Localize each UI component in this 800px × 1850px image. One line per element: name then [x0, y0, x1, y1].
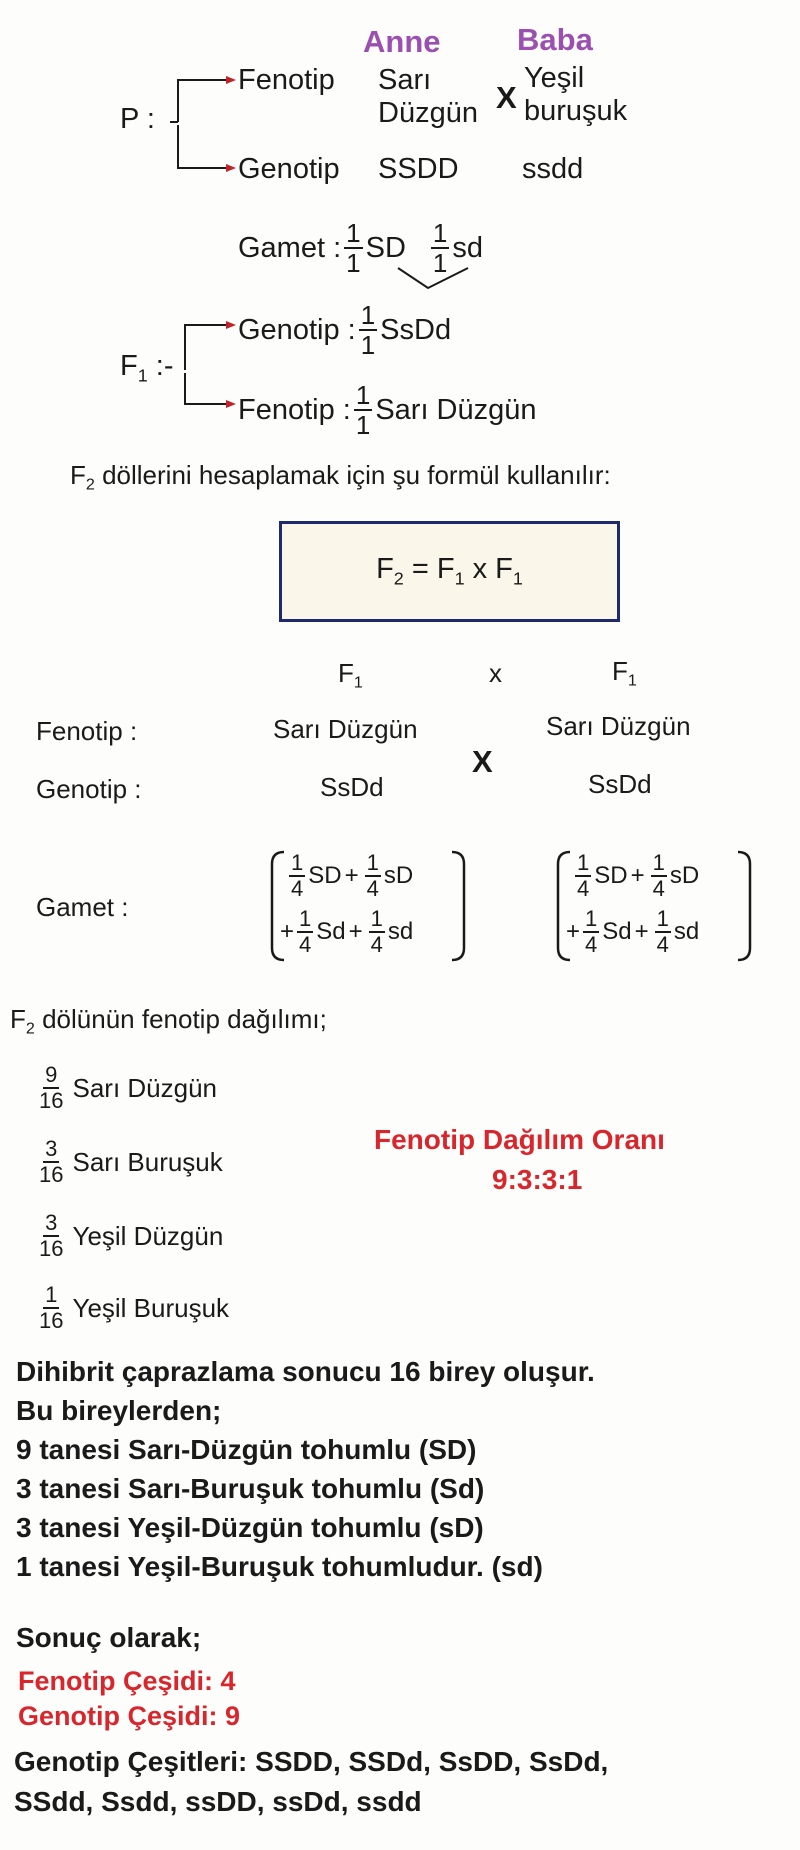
- cross-right-header: $F_1$: [612, 656, 637, 690]
- gamet-fraction-1: $\frac{1}{1}$: [346, 218, 361, 278]
- cross-right-fenotip: Sarı Düzgün: [546, 711, 691, 741]
- right-gamet-row-2: + $\frac{1}{4}$ Sd + $\frac{1}{4}$ sd: [566, 906, 700, 957]
- f1-label: $F_1$ :-: [120, 350, 174, 386]
- genotip-count: Genotip Çeşidi: 9: [18, 1701, 241, 1731]
- f2-dist-heading: $F_2$ dölünün fenotip dağılımı;: [10, 1004, 327, 1038]
- p-label: P :: [120, 103, 155, 135]
- gamet-label: Gamet :: [238, 231, 342, 264]
- summary-line-3: 9 tanesi Sarı-Düzgün tohumlu (SD): [16, 1434, 477, 1465]
- mother-phenotype-color: Sarı: [378, 64, 432, 96]
- ratio-title: Fenotip Dağılım Oranı: [374, 1124, 665, 1155]
- cross-fenotip-label: Fenotip :: [36, 716, 138, 746]
- p-genotip-label: Genotip: [238, 153, 340, 185]
- cross-big-x: X: [472, 744, 493, 779]
- summary-line-1: Dihibrit çaprazlama sonucu 16 birey oluşur.: [16, 1356, 595, 1387]
- p-fenotip-label: Fenotip: [238, 64, 335, 96]
- left-gamet-row-1: $\frac{1}{4}$ SD + $\frac{1}{4}$ sD: [291, 850, 414, 901]
- left-gamet-block: [270, 848, 466, 964]
- summary-line-6: 1 tanesi Yeşil-Buruşuk tohumludur. (sd): [16, 1551, 543, 1582]
- cross-left-genotip: SsDd: [320, 772, 384, 802]
- fenotip-count: Fenotip Çeşidi: 4: [18, 1666, 236, 1696]
- f2-item-sari-duzgun: $\frac{9}{16}$ Sarı Düzgün: [39, 1062, 218, 1113]
- f1-genotip-fraction: $\frac{1}{1}$: [360, 300, 376, 360]
- cross-genotip-label: Genotip :: [36, 774, 142, 804]
- summary-line-5: 3 tanesi Yeşil-Düzgün tohumlu (sD): [16, 1512, 484, 1543]
- cross-left-header: $F_1$: [338, 658, 363, 692]
- cross-x-header: x: [489, 658, 502, 688]
- mother-genotype: SSDD: [378, 153, 459, 185]
- right-gamet-block: [556, 848, 752, 964]
- mother-label: Anne: [363, 24, 441, 59]
- genotip-list-line-2: SSdd, Ssdd, ssDD, ssDd, ssdd: [14, 1786, 422, 1817]
- cross-left-fenotip: Sarı Düzgün: [273, 714, 418, 744]
- gamet-fraction-2: $\frac{1}{1}$: [432, 218, 448, 278]
- f1-fenotip-value: Sarı Düzgün: [375, 393, 537, 426]
- father-genotype: ssdd: [522, 153, 584, 185]
- f2-formula: $F_2 = F_1$ x $F_1$: [376, 553, 523, 589]
- summary-block: [16, 1352, 595, 1586]
- ratio-value: 9:3:3:1: [492, 1164, 583, 1195]
- f2-item-yesil-duzgun: $\frac{3}{16}$ Yeşil Düzgün: [39, 1210, 224, 1261]
- f2-item-yesil-burusuk: $\frac{1}{16}$ Yeşil Buruşuk: [39, 1282, 230, 1333]
- f1-fenotip-row: Fenotip : $\frac{1}{1}$ Sarı Düzgün: [238, 380, 537, 440]
- summary-line-4: 3 tanesi Sarı-Buruşuk tohumlu (Sd): [16, 1473, 485, 1504]
- gamet-sd-upper: SD: [365, 231, 406, 264]
- f1-fenotip-fraction: $\frac{1}{1}$: [355, 380, 371, 440]
- f2-formula-box: [279, 521, 620, 622]
- gamet-sd-lower: sd: [452, 231, 484, 264]
- f2-intro-text: $F_2$ döllerini hesaplamak için şu formül kullanılır:: [70, 460, 611, 494]
- f1-genotip-value: SsDd: [380, 313, 452, 346]
- cross-right-genotip: SsDd: [588, 769, 652, 799]
- father-phenotype-shape: buruşuk: [524, 95, 628, 127]
- father-label: Baba: [517, 22, 593, 57]
- left-gamet-row-2: + $\frac{1}{4}$ Sd + $\frac{1}{4}$ sd: [280, 906, 414, 957]
- result-heading: Sonuç olarak;: [16, 1622, 202, 1653]
- cross-gamet-label: Gamet :: [36, 892, 129, 922]
- genotip-list-line-1: Genotip Çeşitleri: SSDD, SSDd, SsDD, SsDd,: [14, 1746, 609, 1777]
- father-phenotype-color: Yeşil: [524, 62, 585, 94]
- p-cross-symbol: X: [496, 80, 517, 115]
- f1-genotip-row: Genotip : $\frac{1}{1}$ SsDd: [238, 300, 452, 360]
- right-gamet-row-1: $\frac{1}{4}$ SD + $\frac{1}{4}$ sD: [577, 850, 700, 901]
- f2-item-sari-burusuk: $\frac{3}{16}$ Sarı Buruşuk: [39, 1136, 223, 1187]
- p-gamet-row: [238, 220, 483, 276]
- mother-phenotype-shape: Düzgün: [378, 97, 478, 129]
- summary-line-2: Bu bireylerden;: [16, 1395, 222, 1426]
